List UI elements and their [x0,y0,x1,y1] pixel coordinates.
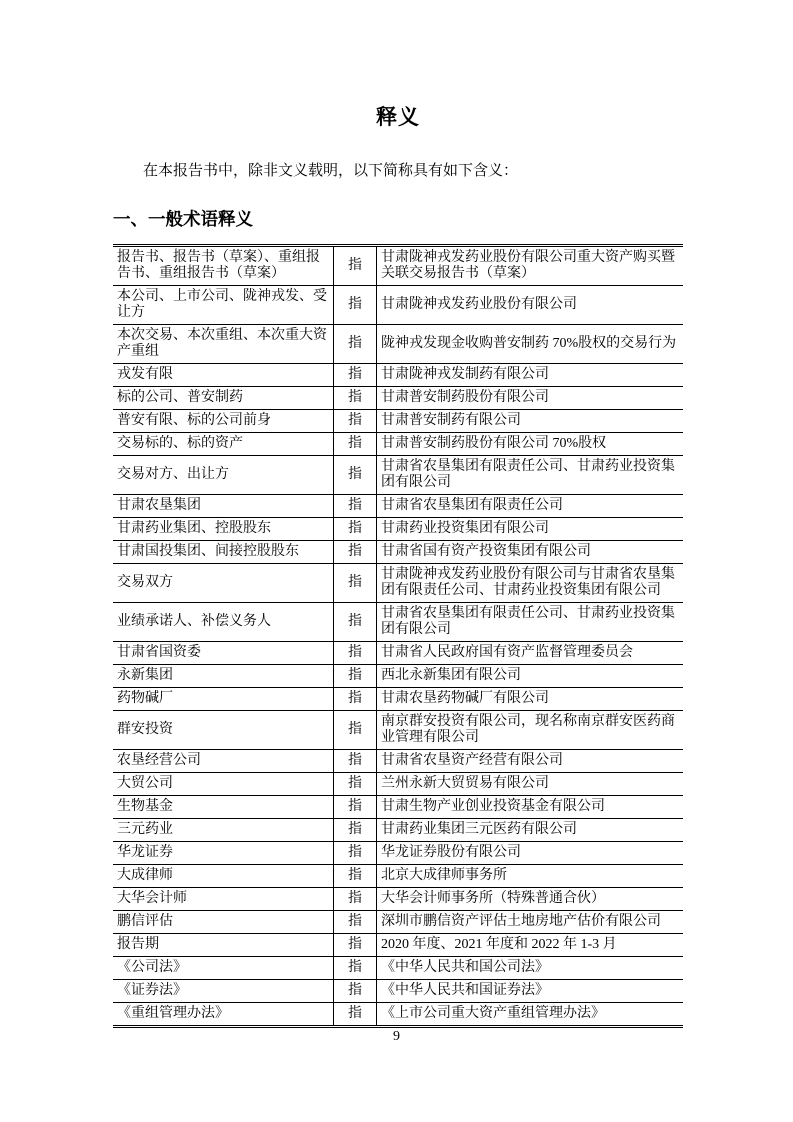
indicator-cell: 指 [334,750,377,773]
definitions-table-body [113,246,683,1027]
table-row [113,325,683,364]
definition-cell: 甘肃陇神戎发药业股份有限公司 [377,286,684,325]
indicator-cell: 指 [334,819,377,842]
definition-cell: 《中华人民共和国证券法》 [377,980,684,1003]
term-cell: 交易对方、出让方 [113,456,334,495]
definition-cell: 甘肃普安制药股份有限公司 70%股权 [377,433,684,456]
term-cell: 甘肃药业集团、控股股东 [113,518,334,541]
table-row [113,541,683,564]
definition-cell: 甘肃省人民政府国有资产监督管理委员会 [377,642,684,665]
term-cell: 业绩承诺人、补偿义务人 [113,603,334,642]
intro-paragraph: 在本报告书中，除非文义载明，以下简称具有如下含义： [143,163,519,179]
term-cell: 戎发有限 [113,364,334,387]
indicator-cell: 指 [334,410,377,433]
definition-cell: 华龙证券股份有限公司 [377,842,684,865]
term-cell: 药物碱厂 [113,688,334,711]
term-cell: 普安有限、标的公司前身 [113,410,334,433]
definition-cell: 甘肃省农垦集团有限责任公司、甘肃药业投资集团有限公司 [377,603,684,642]
term-cell: 农垦经营公司 [113,750,334,773]
indicator-cell: 指 [334,387,377,410]
term-cell: 本次交易、本次重组、本次重大资产重组 [113,325,334,364]
table-row [113,1003,683,1027]
term-cell: 交易标的、标的资产 [113,433,334,456]
table-row [113,603,683,642]
term-cell: 永新集团 [113,665,334,688]
table-row [113,865,683,888]
definition-cell: 甘肃药业集团三元医药有限公司 [377,819,684,842]
term-cell: 三元药业 [113,819,334,842]
table-row [113,495,683,518]
indicator-cell: 指 [334,665,377,688]
page-title: 释义 [376,106,420,129]
term-cell: 甘肃国投集团、间接控股股东 [113,541,334,564]
definition-cell: 甘肃普安制药股份有限公司 [377,387,684,410]
table-row [113,518,683,541]
table-row [113,564,683,603]
definitions-table [113,244,683,1028]
indicator-cell: 指 [334,911,377,934]
indicator-cell: 指 [334,957,377,980]
table-row [113,642,683,665]
indicator-cell: 指 [334,325,377,364]
table-row [113,957,683,980]
indicator-cell: 指 [334,456,377,495]
table-row [113,796,683,819]
term-cell: 大成律师 [113,865,334,888]
section-heading: 一、一般术语释义 [113,209,253,229]
indicator-cell: 指 [334,888,377,911]
definition-cell: 2020 年度、2021 年度和 2022 年 1-3 月 [377,934,684,957]
indicator-cell: 指 [334,796,377,819]
table-row [113,842,683,865]
term-cell: 甘肃农垦集团 [113,495,334,518]
table-row [113,888,683,911]
indicator-cell: 指 [334,773,377,796]
table-row [113,711,683,750]
term-cell: 《重组管理办法》 [113,1003,334,1027]
term-cell: 大贸公司 [113,773,334,796]
indicator-cell: 指 [334,518,377,541]
definition-cell: 甘肃省农垦集团有限责任公司、甘肃药业投资集团有限公司 [377,456,684,495]
indicator-cell: 指 [334,865,377,888]
table-row [113,773,683,796]
indicator-cell: 指 [334,364,377,387]
term-cell: 甘肃省国资委 [113,642,334,665]
definition-cell: 兰州永新大贸贸易有限公司 [377,773,684,796]
term-cell: 本公司、上市公司、陇神戎发、受让方 [113,286,334,325]
table-row [113,433,683,456]
table-row [113,456,683,495]
indicator-cell: 指 [334,603,377,642]
indicator-cell: 指 [334,541,377,564]
indicator-cell: 指 [334,934,377,957]
definition-cell: 南京群安投资有限公司，现名称南京群安医药商业管理有限公司 [377,711,684,750]
definition-cell: 西北永新集团有限公司 [377,665,684,688]
indicator-cell: 指 [334,711,377,750]
table-row [113,911,683,934]
definition-cell: 《中华人民共和国公司法》 [377,957,684,980]
indicator-cell: 指 [334,286,377,325]
table-row [113,665,683,688]
definition-cell: 甘肃省国有资产投资集团有限公司 [377,541,684,564]
definition-cell: 甘肃陇神戎发药业股份有限公司与甘肃省农垦集团有限责任公司、甘肃药业投资集团有限公司 [377,564,684,603]
definition-cell: 甘肃陇神戎发药业股份有限公司重大资产购买暨关联交易报告书（草案） [377,246,684,286]
term-cell: 《证券法》 [113,980,334,1003]
table-row [113,364,683,387]
table-row [113,980,683,1003]
definition-cell: 甘肃药业投资集团有限公司 [377,518,684,541]
definition-cell: 甘肃省农垦集团有限责任公司 [377,495,684,518]
term-cell: 报告期 [113,934,334,957]
definition-cell: 甘肃生物产业创业投资基金有限公司 [377,796,684,819]
table-row [113,750,683,773]
term-cell: 交易双方 [113,564,334,603]
table-row [113,934,683,957]
table-row [113,410,683,433]
definition-cell: 《上市公司重大资产重组管理办法》 [377,1003,684,1027]
indicator-cell: 指 [334,1003,377,1027]
term-cell: 群安投资 [113,711,334,750]
definition-cell: 陇神戎发现金收购普安制药 70%股权的交易行为 [377,325,684,364]
definition-cell: 甘肃农垦药物碱厂有限公司 [377,688,684,711]
page-number: 9 [393,1029,400,1044]
table-row [113,819,683,842]
term-cell: 生物基金 [113,796,334,819]
indicator-cell: 指 [334,246,377,286]
term-cell: 华龙证券 [113,842,334,865]
definition-cell: 北京大成律师事务所 [377,865,684,888]
indicator-cell: 指 [334,688,377,711]
definition-cell: 深圳市鹏信资产评估土地房地产估价有限公司 [377,911,684,934]
table-row [113,286,683,325]
term-cell: 《公司法》 [113,957,334,980]
definition-cell: 甘肃普安制药有限公司 [377,410,684,433]
definition-cell: 大华会计师事务所（特殊普通合伙） [377,888,684,911]
table-row [113,688,683,711]
indicator-cell: 指 [334,495,377,518]
table-row [113,246,683,286]
indicator-cell: 指 [334,564,377,603]
term-cell: 大华会计师 [113,888,334,911]
indicator-cell: 指 [334,642,377,665]
term-cell: 鹏信评估 [113,911,334,934]
definition-cell: 甘肃省农垦资产经营有限公司 [377,750,684,773]
term-cell: 标的公司、普安制药 [113,387,334,410]
table-row [113,387,683,410]
indicator-cell: 指 [334,980,377,1003]
definition-cell: 甘肃陇神戎发制药有限公司 [377,364,684,387]
indicator-cell: 指 [334,842,377,865]
term-cell: 报告书、报告书（草案）、重组报告书、重组报告书（草案） [113,246,334,286]
indicator-cell: 指 [334,433,377,456]
